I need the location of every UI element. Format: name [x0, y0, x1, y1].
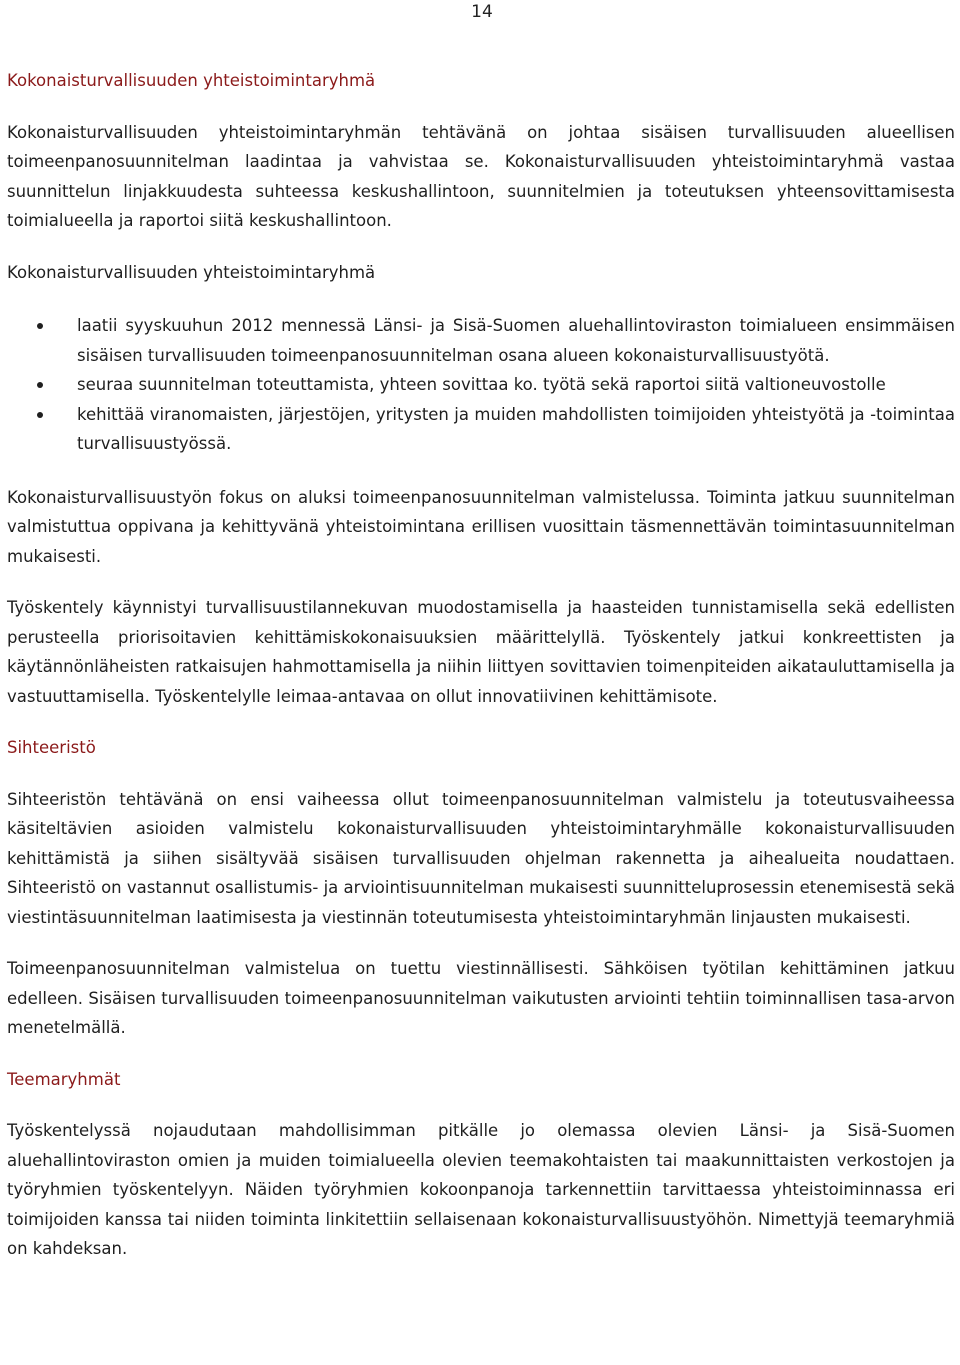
list-item-text: seuraa suunnitelman toteuttamista, yhteen sovittaa ko. työtä sekä raportoi siitä valtioneuvostolle — [77, 375, 886, 394]
list-item — [7, 400, 955, 459]
paragraph-viestinta: Toimeenpanosuunnitelman valmistelua on tuettu viestinnällisesti. Sähköisen työtilan kehittäminen jatkuu edelleen. Sisäisen turvallisuuden toimeenpanosuunnitelman vaikutusten arviointi tehtiin toiminnallisen tasa-arvon menetelmällä. — [7, 959, 955, 1037]
bullet-icon — [37, 382, 43, 388]
paragraph-tyoskentely: Työskentely käynnistyi turvallisuustilannekuvan muodostamisella ja haasteiden tunnistamisella sekä edellisten perusteella priorisoitavien kehittämiskokonaisuuksien määrittelyllä. Työskentely jatkui konkreettisten ja käytännönläheisten ratkaisujen hahmottamisella ja niihin liittyen sovittavien toimenpiteiden aikatauluttamisella ja vastuuttamisella. Työskentelylle leimaa-antavaa on ollut innovatiivinen kehittämisote. — [7, 598, 955, 706]
list-item — [7, 311, 955, 370]
list-item-text: kehittää viranomaisten, järjestöjen, yritysten ja muiden mahdollisten toimijoiden yhteistyötä ja -toimintaa turvallisuustyössä. — [77, 404, 955, 453]
task-list — [7, 311, 955, 459]
document-body — [7, 66, 955, 1264]
paragraph-sihteeristo: Sihteeristön tehtävänä on ensi vaiheessa ollut toimeenpanosuunnitelman valmistelu ja toteutusvaiheessa käsiteltävien asioiden valmistelu kokonaisturvallisuuden yhteistoimintaryhmälle kokonaisturvallisuuden kehittämistä ja siihen sisältyvää sisäisen turvallisuuden ohjelman rakennetta ja aihealueita noudattaen. Sihteeristö on vastannut osallistumis- ja arviointisuunnitelman mukaisesti suunnitteluprosessin etenemisestä sekä viestintäsuunnitelman laatimisesta ja viestinnän toteutumisesta yhteistoimintaryhmän linjausten mukaisesti. — [7, 789, 955, 927]
list-item-text: laatii syyskuuhun 2012 mennessä Länsi- ja Sisä-Suomen aluehallintoviraston toimialueen ensimmäisen sisäisen turvallisuuden toimeenpanosuunnitelman osana alueen kokonaisturvallisuustyötä. — [77, 316, 955, 365]
paragraph-teemaryhmat: Työskentelyssä nojaudutaan mahdollisimman pitkälle jo olemassa olevien Länsi- ja Sisä-Suomen aluehallintoviraston omien ja muiden toimialueella olevien teemakohtaisten tai maakunnittaisten verkostojen ja työryhmien työskentelyyn. Näiden työryhmien kokoonpanoja tarkennettiin tarvittaessa yhteistoiminnassa eri toimijoiden kanssa tai niiden toiminta linkitettiin sellaisenaan kokonaisturvallisuustyöhön. Nimettyjä teemaryhmiä on kahdeksan. — [7, 1121, 955, 1258]
section-heading-teemaryhmat: Teemaryhmät — [7, 1069, 121, 1089]
paragraph-yhteistoimintaryhma-tehtava: Kokonaisturvallisuuden yhteistoimintaryhmän tehtävänä on johtaa sisäisen turvallisuuden alueellisen toimeenpanosuunnitelman laadintaa ja vahvistaa se. Kokonaisturvallisuuden yhteistoimintaryhmä vastaa suunnittelun linjakkuudesta suhteessa keskushallintoon, suunnitelmien ja toteutuksen yhteensovittamisesta toimialueella ja raportoi siitä keskushallintoon. — [7, 122, 955, 230]
bullet-icon — [37, 323, 43, 329]
section-heading-yhteistoimintaryhma: Kokonaisturvallisuuden yhteistoimintaryhmä — [7, 71, 376, 90]
list-item — [7, 370, 955, 400]
list-intro: Kokonaisturvallisuuden yhteistoimintaryhmä — [7, 262, 376, 282]
bullet-icon — [37, 412, 43, 418]
paragraph-fokus: Kokonaisturvallisuustyön fokus on aluksi toimeenpanosuunnitelman valmistelussa. Toiminta jatkuu suunnitelman valmistuttua oppivana ja kehittyvänä yhteistoimintana erillisen vuosittain täsmennettävän toimintasuunnitelman mukaisesti. — [7, 487, 955, 566]
section-heading-sihteeristo: Sihteeristö — [7, 738, 96, 757]
page-number-text: 14 — [471, 2, 493, 22]
page-number — [0, 2, 960, 22]
